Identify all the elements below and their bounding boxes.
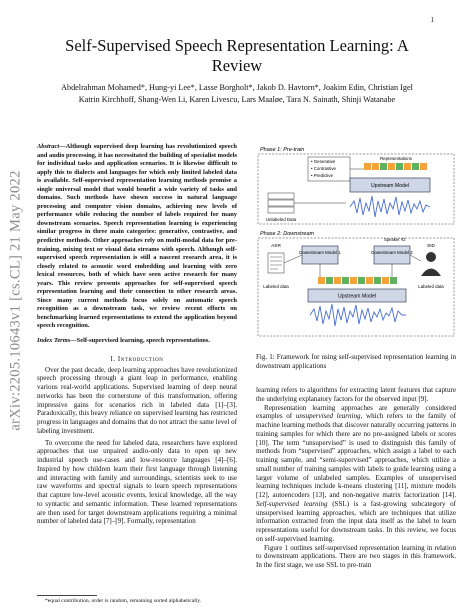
phase1-label: Phase 1: Pre-train xyxy=(260,147,305,153)
speaker-label: Speaker #2 xyxy=(384,237,406,242)
waveform-1 xyxy=(350,196,430,217)
right-paragraph-3: Figure 1 outlines self-supervised representation learning in relation to downstream applications. There are two stages in this framework. In the first stage, we use SSL to pre-train xyxy=(256,543,456,569)
abstract xyxy=(37,143,237,331)
rep-token xyxy=(380,163,387,170)
right-column-body xyxy=(256,386,456,570)
figure-caption: Fig. 1: Framework for using self-supervised representation learning in downstream applications xyxy=(256,353,456,370)
arxiv-stamp xyxy=(2,140,30,460)
sid-label: SID xyxy=(427,244,435,249)
abstract-text: —Although supervised deep learning has revolutionized speech and audio processing, it has necessitated the building of specialist models for individual tasks and application scenarios. It is likewise difficult to apply this to dialects and languages for which only limited labeled data is available. Self-supervised representation learning methods promise a single universal model that would benefit a wide variety of tasks and domains. Such methods have shown success in natural language processing and computer vision domains, achieving new levels of performance while reducing the number of labels required for many downstream scenarios. Speech representation learning is experiencing similar progress in three main categories: generative, contrastive, and predictive methods. Other approaches rely on multi-modal data for pre-training, mixing text or visual data streams with speech. Although self-supervised speech representation is still a nascent research area, it is closely related to acoustic word embedding and learning with zero lexical resources, both of which have seen active research for many years. This review presents approaches for self-supervised speech representation learning and their connection to other research areas. Since many current methods focus solely on automatic speech recognition as a downstream task, we review recent efforts on benchmarking learned representations to extend the application beyond speech recognition. xyxy=(37,143,237,330)
index-terms-text: —Self-supervised learning, speech representations. xyxy=(70,337,210,345)
intro-paragraph-1: Over the past decade, deep learning approaches have revolutionized speech processing through a giant leap in performance, enabling various real-world applications. Supervised learning of deep neural networks has been the cornerstone of this transformation, offering impressive gains for scenarios rich in labeled data [1]–[3]. Paradoxically, this heavy reliance on supervised learning has restricted progress in languages and domains that do not attract the same level of labeling investment. xyxy=(37,365,237,435)
downstream-model-1-box xyxy=(302,246,338,264)
rep-token xyxy=(388,163,395,170)
phase2-label: Phase 2: Downstream xyxy=(260,231,315,237)
labeled-data-label-2: Labeled data xyxy=(418,284,444,289)
footnote: *equal contribution, order is random, remaining sorted alphabetically. xyxy=(45,598,202,604)
downstream-model-2-text: Downstream Model 2 xyxy=(371,250,413,255)
section-heading-introduction: I. Introduction xyxy=(110,355,164,363)
person-icon xyxy=(421,252,441,276)
left-column xyxy=(37,143,237,526)
unlabeled-data-label: Unlabeled Data xyxy=(265,217,297,222)
labeled-data-label: Labeled data xyxy=(263,284,289,289)
text-document-icon xyxy=(268,253,284,273)
downstream-model-1-label xyxy=(299,250,341,255)
downstream-model-2-label xyxy=(371,250,413,255)
right-paragraph-2 xyxy=(256,404,456,544)
footnote-rule xyxy=(37,595,97,596)
downstream-model-1-text: Downstream Model 1 xyxy=(299,250,341,255)
upstream-model-2-label: Upstream Model xyxy=(337,293,377,300)
sid-arrow xyxy=(410,255,421,261)
rep-token xyxy=(364,163,371,170)
right-paragraph-1: learning refers to algorithms for extracting latent features that capture the underlying explanatory factors for the observed input [9]. xyxy=(256,386,456,403)
index-terms-heading: Index Terms xyxy=(37,337,71,345)
p2-emphasis-unsupervised: unsupervised learning xyxy=(295,412,361,421)
downstream-model-2-box xyxy=(374,246,410,264)
rep-token xyxy=(412,163,419,170)
representations-label: Representations xyxy=(380,156,412,161)
page-number: 1 xyxy=(430,16,434,24)
method-contrastive: • Contrastive xyxy=(311,166,336,171)
p2-part-b: , which refers to the family of machine learning methods that discover naturally occurring patterns in training samples for which there are no pre-assigned labels or scores [10]. The term “unsupervised” is used to distinguish this family of methods from “supervised” approaches, which assign a label to each training sample, and “semi-supervised” approaches, which utilize a small number of training samples with labels to guide learning using a larger volume of unlabeled samples. Examples of unsupervised learning techniques include k-means clustering [11], mixture models [12], autoencoders [13], and non-negative matrix factorization [14]. xyxy=(256,412,456,499)
method-generative: • Generative xyxy=(311,159,336,164)
asr-label: ASR xyxy=(271,244,281,249)
server-icon xyxy=(268,193,294,213)
author-list: Abdelrahman Mohamed*, Hung-yi Lee*, Lasse Borgholt*, Jakob D. Havtorn*, Joakim Edin, Christian Igel Katrin Kirchhoff, Shang-Wen Li, Karen Livescu, Lars Maaløe, Tara N. Sainath, Shinji Watanabe xyxy=(61,83,413,104)
method-predictive: • Predictive xyxy=(311,173,334,178)
rep-token xyxy=(396,163,403,170)
p2-emphasis-ssl: Self-supervised learning xyxy=(256,499,328,508)
figure-1 xyxy=(256,143,456,373)
asr-arrow xyxy=(284,255,302,263)
arxiv-stamp-text: arXiv:2205.10643v1 [cs.CL] 21 May 2022 xyxy=(7,169,24,431)
abstract-heading: Abstract xyxy=(37,143,60,150)
representation-tokens-2 xyxy=(318,277,397,284)
waveform-2 xyxy=(310,304,406,326)
representation-tokens xyxy=(364,163,427,170)
p2-part-a: Representation learning approaches are generally considered examples of xyxy=(256,403,456,421)
paper-title: Self-Supervised Speech Representation Learning: A Review xyxy=(65,36,409,75)
framework-diagram xyxy=(256,143,456,373)
rep-token xyxy=(420,163,427,170)
rep-token xyxy=(372,163,379,170)
upstream-model-label: Upstream Model xyxy=(370,183,410,189)
rep-token xyxy=(404,163,411,170)
index-terms xyxy=(37,337,237,346)
p2-part-c: (SSL) is a fast-growing subcategory of unsupervised learning approaches, which are techniques that utilize information extracted from the input data itself as the label to learn representations useful for downstream tasks. In this review, we focus on self-supervised learning. xyxy=(256,499,456,543)
intro-paragraph-2: To overcome the need for labeled data, researchers have explored approaches that use unpaired audio-only data to open up new industrial speech use-cases and low-resource languages [4]–[6]. Inspired by how children learn their first language through listening and interacting with family and surroundings, scientists seek to use raw waveforms and spectral signals to learn speech representations that capture low-level acoustic events, lexical knowledge, all the way to syntactic and semantic information. These learned representations are then used for target downstream applications requiring a minimal number of labeled data [7]–[9]. Formally, representation xyxy=(37,438,237,526)
